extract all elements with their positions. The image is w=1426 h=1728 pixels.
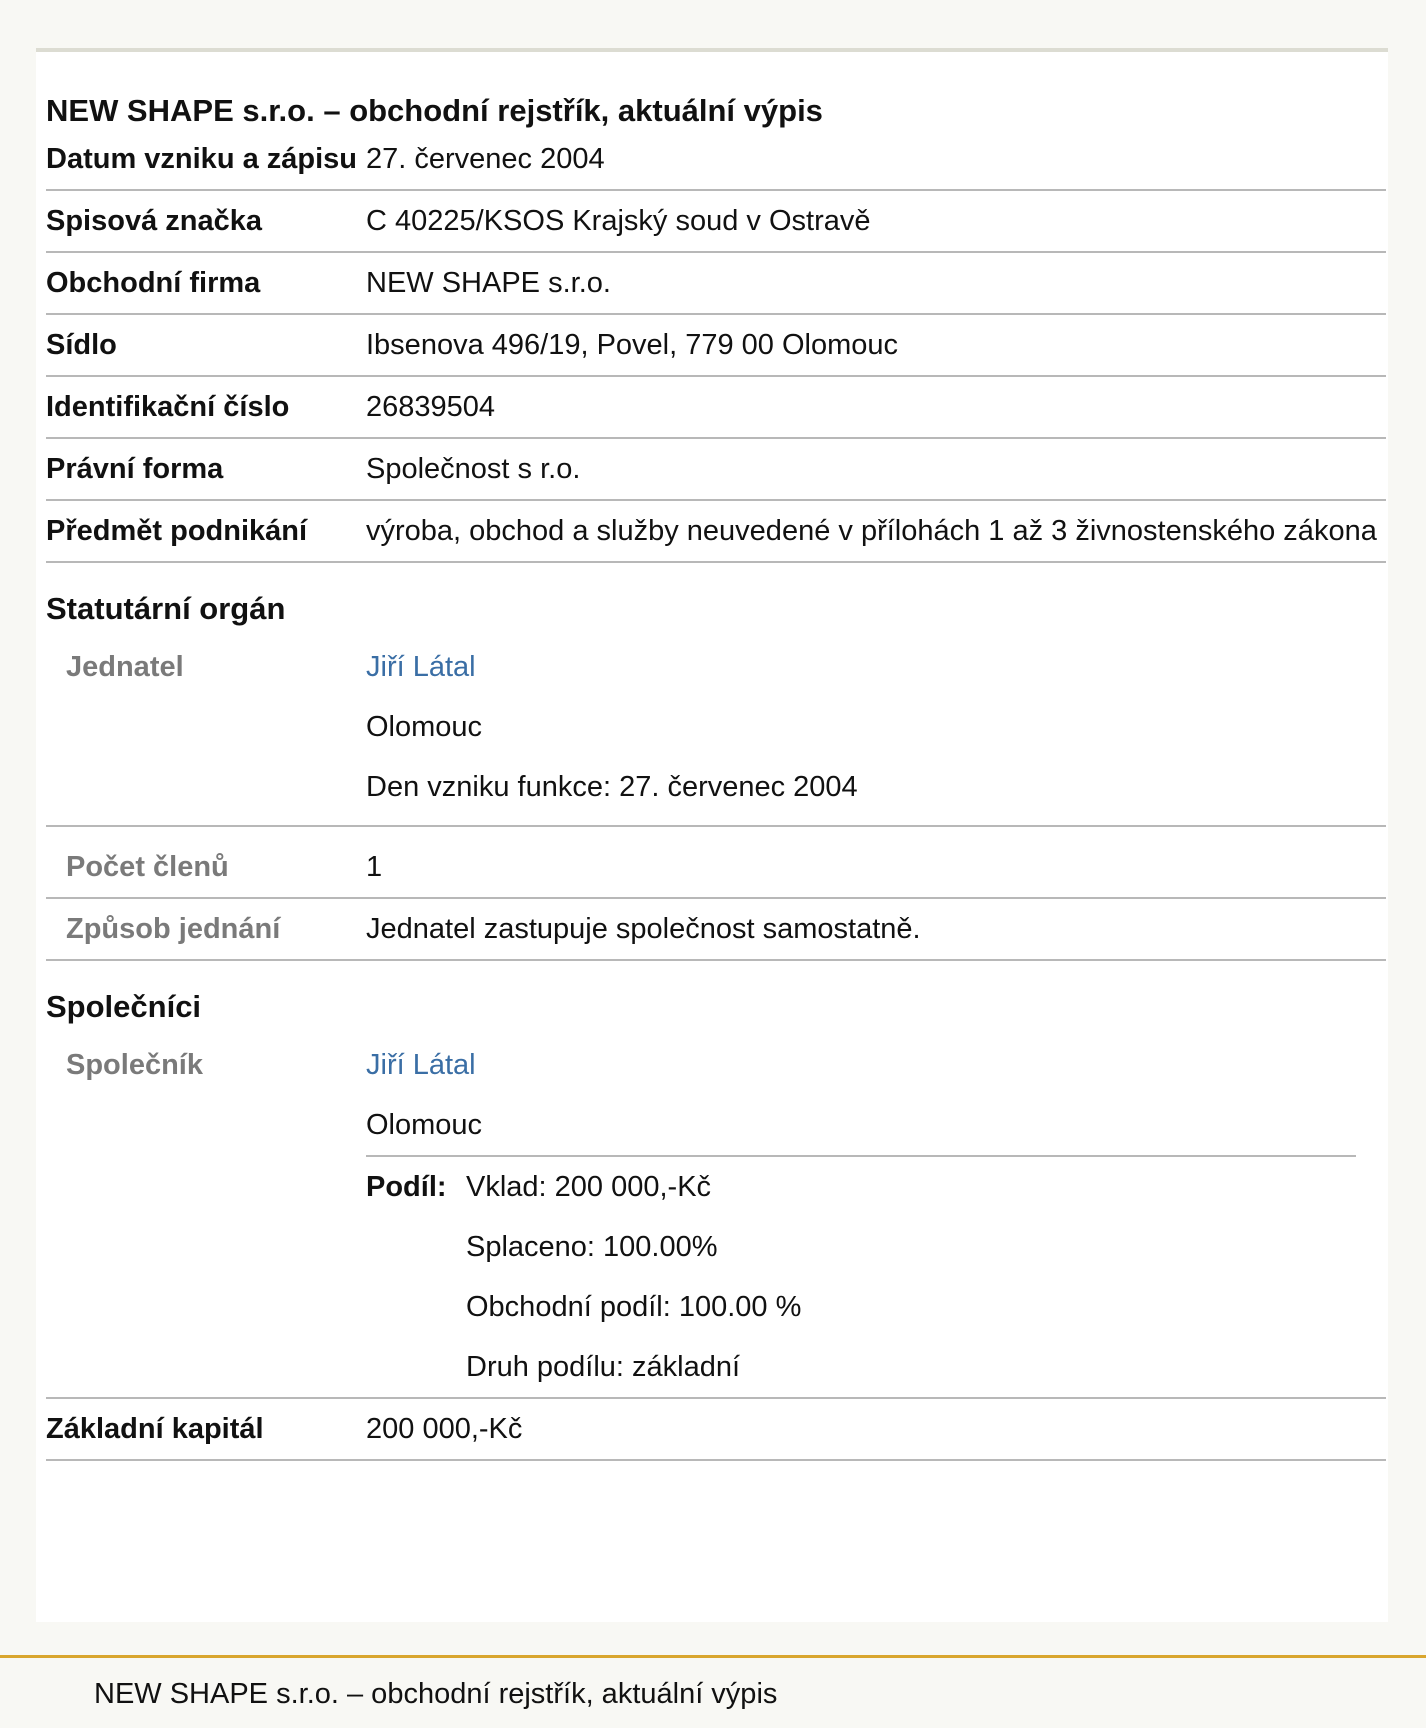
section-spolecnici: Společníci: [46, 989, 202, 1024]
label-spolecnik: Společník: [66, 1049, 203, 1081]
value-obchodni-firma: NEW SHAPE s.r.o.: [366, 267, 611, 299]
value-zakladni-kapital: 200 000,-Kč: [366, 1413, 523, 1445]
podil-obchodni-podil: Obchodní podíl: 100.00 %: [466, 1291, 802, 1323]
jednatel-details: [366, 637, 1386, 817]
spolecnik-name-link[interactable]: Jiří Látal: [366, 1049, 476, 1081]
row-jednatel: [46, 637, 1386, 827]
value-spisova-znacka: C 40225/KSOS Krajský soud v Ostravě: [366, 205, 871, 237]
jednatel-name-link[interactable]: Jiří Látal: [366, 651, 476, 683]
row-identifikacni-cislo: [46, 377, 1386, 439]
registry-card: [36, 52, 1388, 1622]
label-pravni-forma: Právní forma: [46, 453, 224, 485]
label-zpusob-jednani: Způsob jednání: [66, 913, 281, 945]
page-title: NEW SHAPE s.r.o. – obchodní rejstřík, aktuální výpis: [46, 93, 823, 128]
value-datum-vzniku: 27. červenec 2004: [366, 143, 605, 175]
label-zakladni-kapital: Základní kapitál: [46, 1413, 264, 1445]
row-spolecnik: [46, 1035, 1386, 1399]
row-predmet-podnikani: [46, 501, 1386, 563]
jednatel-den-vzniku: Den vzniku funkce: 27. červenec 2004: [366, 771, 858, 803]
section-statutarni-organ: Statutární orgán: [46, 591, 286, 626]
jednatel-city: Olomouc: [366, 711, 483, 743]
label-spisova-znacka: Spisová značka: [46, 205, 262, 237]
label-datum-vzniku: Datum vzniku a zápisu: [46, 143, 358, 175]
row-obchodni-firma: [46, 253, 1386, 315]
row-pocet-clenu: [46, 827, 1386, 899]
podil-values: [466, 1157, 1356, 1397]
row-pravni-forma: [46, 439, 1386, 501]
row-zakladni-kapital: [46, 1399, 1386, 1461]
podil-splaceno: Splaceno: 100.00%: [466, 1231, 718, 1263]
label-predmet-podnikani: Předmět podnikání: [46, 515, 308, 547]
value-pocet-clenu: 1: [366, 851, 383, 883]
podil-vklad: Vklad: 200 000,-Kč: [466, 1171, 712, 1203]
registry-content: [46, 52, 1386, 1461]
podil-label: Podíl:: [366, 1171, 447, 1203]
value-identifikacni-cislo: 26839504: [366, 391, 496, 423]
value-predmet-podnikani: výroba, obchod a služby neuvedené v přílohách 1 až 3 živnostenského zákona: [366, 515, 1377, 547]
value-zpusob-jednani: Jednatel zastupuje společnost samostatně.: [366, 913, 921, 945]
row-spisova-znacka: [46, 191, 1386, 253]
podil-block: [366, 1155, 1356, 1397]
label-identifikacni-cislo: Identifikační číslo: [46, 391, 290, 423]
label-sidlo: Sídlo: [46, 329, 117, 361]
spolecnik-city: Olomouc: [366, 1109, 483, 1141]
label-pocet-clenu: Počet členů: [66, 851, 229, 883]
label-obchodni-firma: Obchodní firma: [46, 267, 261, 299]
value-sidlo: Ibsenova 496/19, Povel, 779 00 Olomouc: [366, 329, 899, 361]
footer-title: NEW SHAPE s.r.o. – obchodní rejstřík, aktuální výpis: [94, 1678, 778, 1710]
podil-druh: Druh podílu: základní: [466, 1351, 741, 1383]
row-datum-vzniku: [46, 129, 1386, 191]
row-sidlo: [46, 315, 1386, 377]
label-jednatel: Jednatel: [66, 651, 184, 683]
value-pravni-forma: Společnost s r.o.: [366, 453, 581, 485]
row-zpusob-jednani: [46, 899, 1386, 961]
spolecnik-details: [366, 1035, 1386, 1397]
footer-divider: [0, 1655, 1426, 1658]
